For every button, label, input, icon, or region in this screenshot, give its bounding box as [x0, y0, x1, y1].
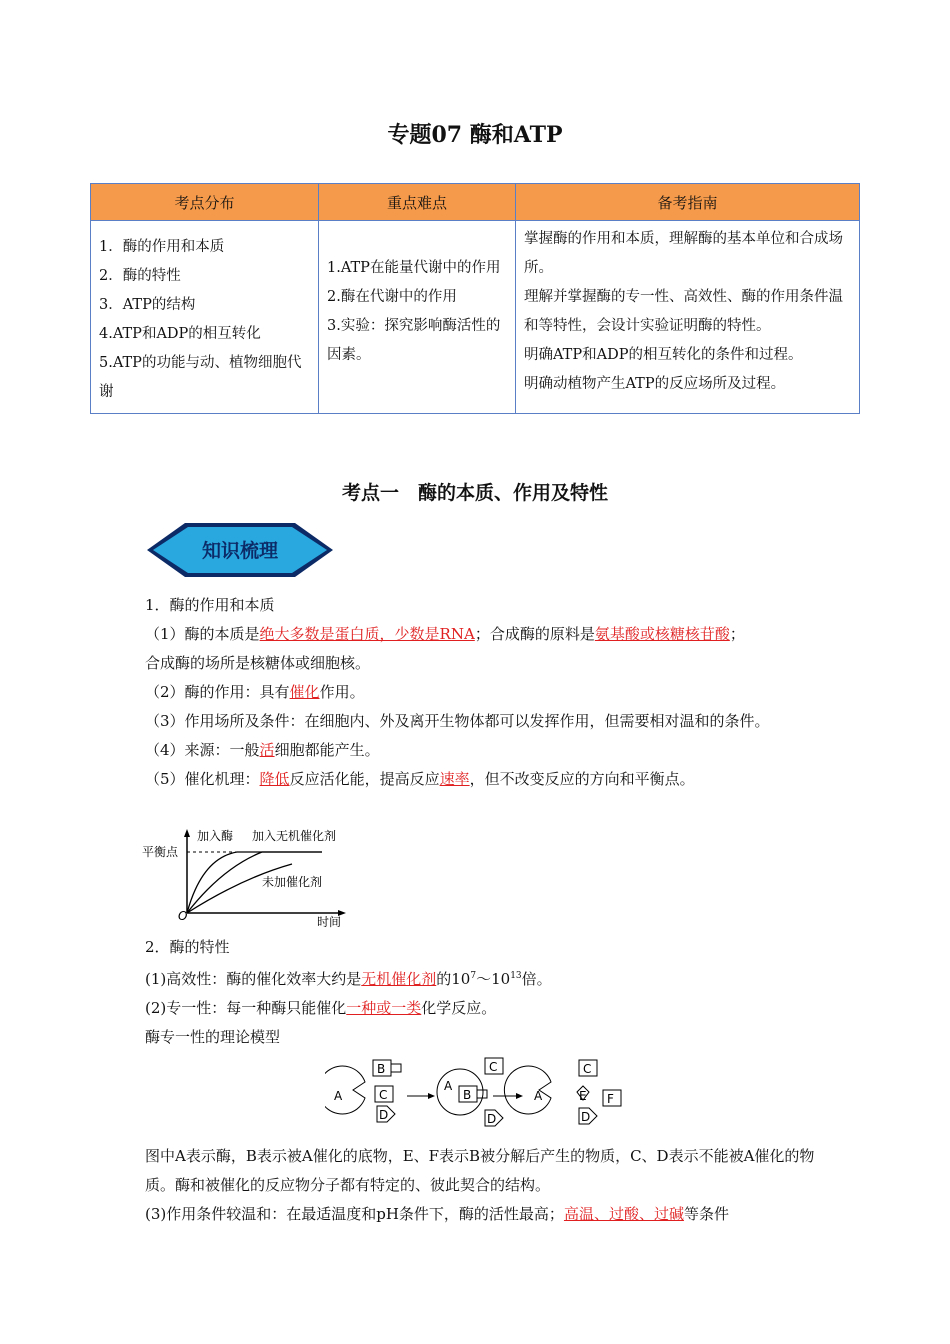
table-header: 重点难点 — [319, 184, 516, 221]
table-cell-guide: 掌握酶的作用和本质，理解酶的基本单位和合成场所。 理解并掌握酶的专一性、高效性、酶的作用条件温和等特性，会设计实验证明酶的特性。 明确ATP和ADP的相互转化的条件和过程。 明确动植物产生ATP的反应场所及过程。 — [516, 221, 860, 414]
table-cell-topics: 1．酶的作用和本质 2．酶的特性 3．ATP的结构 4.ATP和ADP的相互转化 5.ATP的功能与动、植物细胞代谢 — [91, 221, 319, 414]
section-enzyme-features-cont: 图中A表示酶，B表示被A催化的底物，E、F表示B被分解后产生的物质，C、D表示不能被A催化的物质。酶和被催化的反应物分子都有特定的、彼此契合的结构。 (3)作用条件较温和：在最适温度和pH条件下，酶的活性最高；高温、过酸、过碱等条件 — [145, 1147, 815, 1223]
svg-text:A: A — [334, 1089, 343, 1103]
graph-none-label: 未加催化剂 — [262, 875, 323, 889]
svg-text:D: D — [379, 1108, 389, 1122]
svg-text:A: A — [444, 1079, 453, 1093]
svg-text:D: D — [581, 1110, 591, 1124]
graph-inorganic-label: 加入无机催化剂 — [252, 829, 337, 843]
section-title: 考点一 酶的本质、作用及特性 — [341, 482, 608, 504]
svg-text:D: D — [487, 1112, 497, 1126]
svg-text:E: E — [579, 1089, 587, 1103]
graph-enzyme-label: 加入酶 — [197, 829, 234, 843]
catalysis-graph — [142, 828, 362, 932]
table-header: 备考指南 — [516, 184, 860, 221]
overview-table — [90, 183, 860, 414]
table-header: 考点分布 — [91, 184, 319, 221]
table-cell-key-points: 1.ATP在能量代谢中的作用 2.酶在代谢中的作用 3.实验：探究影响酶活性的因素。 — [319, 221, 516, 414]
svg-text:B: B — [377, 1062, 386, 1076]
graph-equilibrium-label: 平衡点 — [142, 845, 179, 859]
graph-origin-label: O — [178, 909, 188, 923]
section-enzyme-features: 2．酶的特性 (1)高效性：酶的催化效率大约是无机催化剂的$10^7\sim 10^{13}$倍。 (2)专一性：每一种酶只能催化一种或一类化学反应。 酶专一性的理论模型 — [145, 938, 552, 1046]
section-enzyme-nature: 1．酶的作用和本质 （1）酶的本质是绝大多数是蛋白质，少数是RNA；合成酶的原料是氨基酸或核糖核苷酸； 合成酶的场所是核糖体或细胞核。 （2）酶的作用：具有催化作用。 （3）作用场所及条件：在细胞内、外及离开生物体都可以发挥作用，但需要相对温和的条件。 （4）来源：一般活细胞都能产生。 （5）催化机理：降低反应活化能，提高反应速率，但不改变反应的方向和平衡点。 — [145, 596, 770, 788]
specificity-model-diagram — [325, 1052, 635, 1138]
svg-text:C: C — [379, 1088, 388, 1102]
svg-text:F: F — [607, 1092, 614, 1106]
svg-text:A: A — [534, 1089, 543, 1103]
badge-label: 知识梳理 — [201, 540, 279, 562]
svg-text:B: B — [463, 1088, 472, 1102]
page-title: 专题07 酶和ATP — [387, 122, 563, 148]
svg-text:C: C — [489, 1060, 498, 1074]
knowledge-badge — [145, 520, 335, 584]
graph-time-label: 时间 — [317, 915, 342, 928]
svg-text:C: C — [583, 1062, 592, 1076]
